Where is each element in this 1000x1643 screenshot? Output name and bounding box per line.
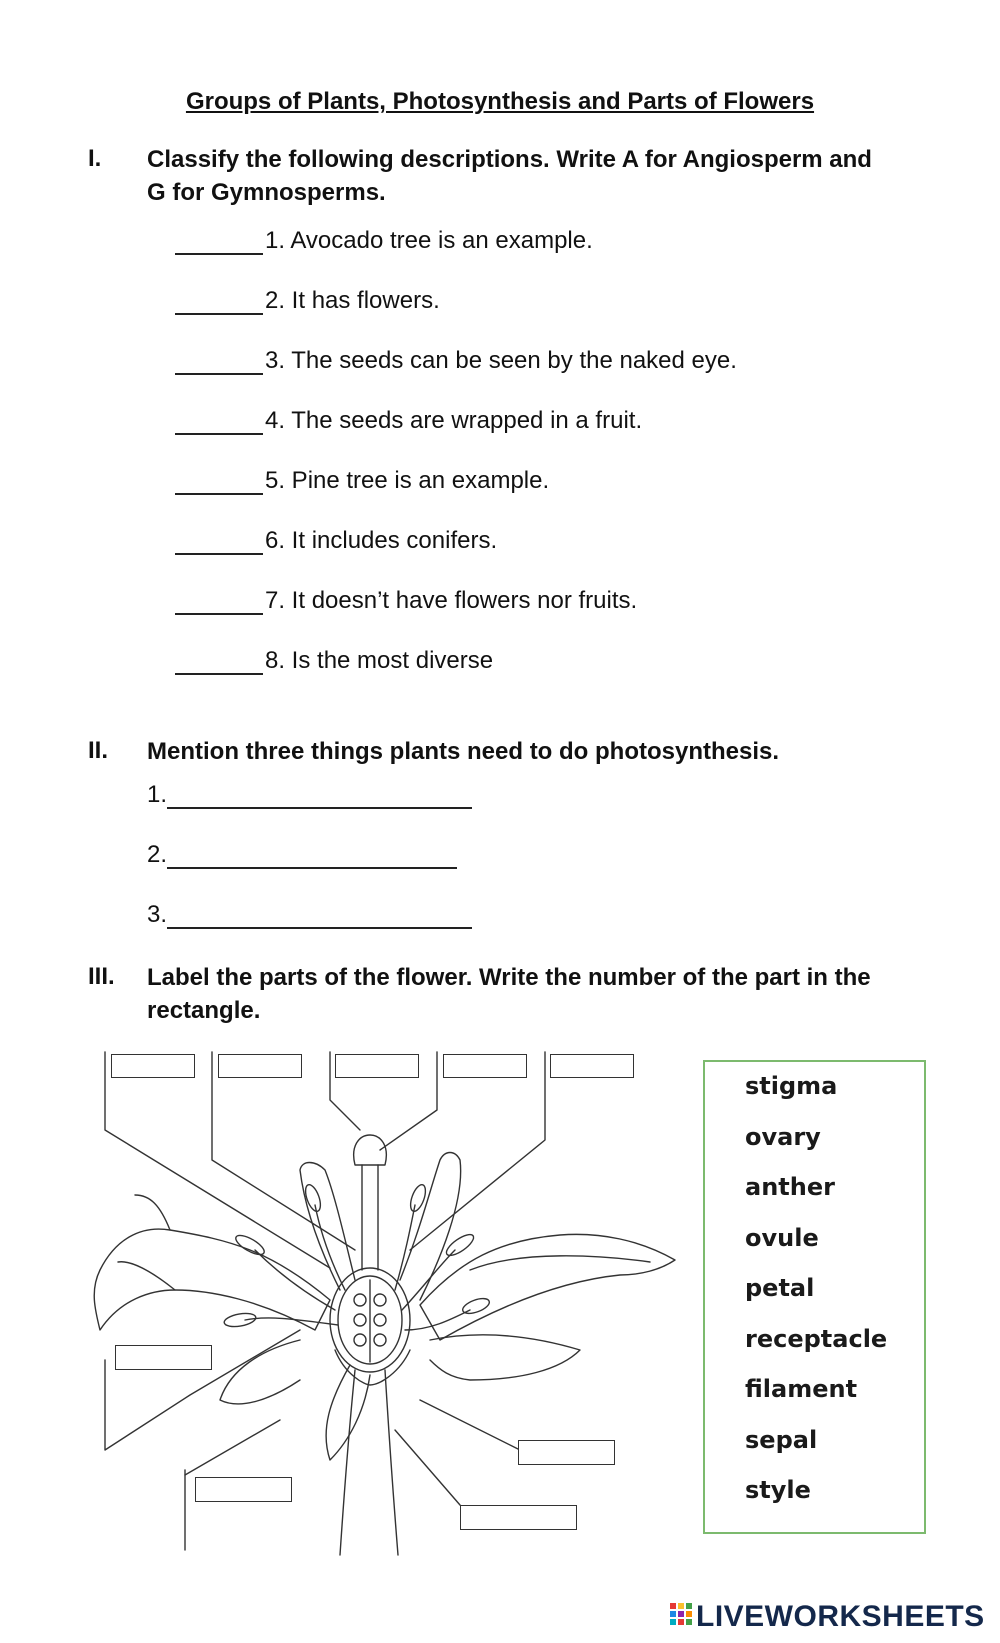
answer-blank[interactable]: [175, 411, 263, 435]
petal-right-inner: [470, 1256, 650, 1270]
word-bank-item: receptacle: [745, 1325, 888, 1353]
leader-line: [185, 1420, 280, 1475]
photosynthesis-line-number: 2.: [147, 841, 168, 868]
sepal-lower-left: [220, 1340, 300, 1404]
section-1-instruction-line-1: Classify the following descriptions. Write A for Angiosperm and: [147, 146, 872, 173]
petal-lower-right: [430, 1335, 580, 1380]
section-2-instruction: Mention three things plants need to do photosynthesis.: [147, 738, 780, 765]
petal-left-inner: [118, 1195, 175, 1290]
classify-item-text: 5. Pine tree is an example.: [265, 467, 550, 494]
label-box-bottom-left[interactable]: [195, 1477, 292, 1502]
classify-item: [175, 467, 549, 495]
label-box-left[interactable]: [115, 1345, 212, 1370]
word-bank-item: stigma: [745, 1072, 838, 1100]
classify-item: [175, 347, 737, 375]
label-box-top-3[interactable]: [335, 1054, 419, 1078]
petal-upper-left: [300, 1163, 355, 1291]
section-3-number: III.: [88, 963, 115, 990]
word-bank-item: ovule: [745, 1224, 819, 1252]
answer-blank[interactable]: [175, 351, 263, 375]
word-bank-item: style: [745, 1476, 811, 1504]
classify-item-text: 1. Avocado tree is an example.: [265, 227, 593, 254]
section-1-instruction-line-2: G for Gymnosperms.: [147, 179, 386, 206]
ovule: [374, 1334, 386, 1346]
label-box-top-4[interactable]: [443, 1054, 527, 1078]
stem: [340, 1370, 398, 1555]
section-3-instruction-line-2: rectangle.: [147, 997, 261, 1024]
section-1-instruction: [147, 143, 947, 209]
classify-item-text: 3. The seeds can be seen by the naked eye.: [265, 347, 737, 374]
classify-item: [175, 527, 497, 555]
word-bank: [703, 1060, 926, 1534]
classify-item-text: 7. It doesn’t have flowers nor fruits.: [265, 587, 638, 614]
anther: [461, 1296, 491, 1317]
answer-blank[interactable]: [175, 291, 263, 315]
word-bank-item: petal: [745, 1274, 815, 1302]
section-2-number: II.: [88, 737, 109, 764]
leader-line: [410, 1052, 545, 1250]
photosynthesis-line: [147, 841, 457, 869]
anther: [223, 1311, 257, 1328]
filament: [315, 1205, 345, 1290]
answer-blank[interactable]: [175, 471, 263, 495]
ovule: [374, 1314, 386, 1326]
petal-right-outline: [420, 1234, 675, 1340]
classify-item: [175, 587, 637, 615]
word-bank-item: ovary: [745, 1123, 821, 1151]
stigma: [354, 1135, 387, 1165]
leader-line: [420, 1400, 520, 1450]
ovule: [374, 1294, 386, 1306]
section-1-number: I.: [88, 145, 102, 172]
label-box-top-5[interactable]: [550, 1054, 634, 1078]
filament: [255, 1250, 335, 1310]
answer-blank[interactable]: [175, 591, 263, 615]
photosynthesis-line: [147, 901, 472, 929]
leader-line: [105, 1052, 330, 1268]
flower-diagram: [0, 1040, 700, 1560]
photosynthesis-answer-blank[interactable]: [167, 905, 472, 929]
word-bank-item: anther: [745, 1173, 835, 1201]
word-bank-item: filament: [745, 1375, 858, 1403]
photosynthesis-line-number: 1.: [147, 781, 168, 808]
ovule: [354, 1314, 366, 1326]
photosynthesis-line: [147, 781, 472, 809]
classify-item-text: 6. It includes conifers.: [265, 527, 498, 554]
answer-blank[interactable]: [175, 231, 263, 255]
classify-item-text: 2. It has flowers.: [265, 287, 440, 314]
word-bank-item: sepal: [745, 1426, 818, 1454]
classify-item: [175, 647, 493, 675]
section-3-instruction-line-1: Label the parts of the flower. Write the number of the part in the: [147, 964, 871, 991]
classify-item: [175, 227, 593, 255]
classify-item: [175, 407, 642, 435]
ovule: [354, 1334, 366, 1346]
filament: [245, 1318, 338, 1325]
filament: [402, 1250, 455, 1310]
answer-blank[interactable]: [175, 651, 263, 675]
petal-left-outline: [94, 1229, 330, 1330]
section-3-instruction: [147, 961, 947, 1027]
anther: [443, 1231, 476, 1259]
filament: [405, 1310, 470, 1330]
style: [362, 1165, 378, 1270]
leader-line: [395, 1430, 460, 1505]
photosynthesis-answer-blank[interactable]: [167, 845, 457, 869]
classify-item-text: 4. The seeds are wrapped in a fruit.: [265, 407, 643, 434]
liveworksheets-brand: LIVEWORKSHEETS: [696, 1600, 985, 1633]
liveworksheets-logo: [670, 1600, 985, 1634]
classify-item: [175, 287, 440, 315]
answer-blank[interactable]: [175, 531, 263, 555]
ovule: [354, 1294, 366, 1306]
label-box-top-2[interactable]: [218, 1054, 302, 1078]
label-box-top-1[interactable]: [111, 1054, 195, 1078]
photosynthesis-line-number: 3.: [147, 901, 168, 928]
liveworksheets-icon: [670, 1603, 692, 1629]
leader-line: [212, 1052, 355, 1250]
label-box-right[interactable]: [518, 1440, 615, 1465]
photosynthesis-answer-blank[interactable]: [167, 785, 472, 809]
classify-item-text: 8. Is the most diverse: [265, 647, 494, 674]
label-box-bottom-right[interactable]: [460, 1505, 577, 1530]
worksheet-title: Groups of Plants, Photosynthesis and Parts of Flowers: [185, 88, 815, 115]
